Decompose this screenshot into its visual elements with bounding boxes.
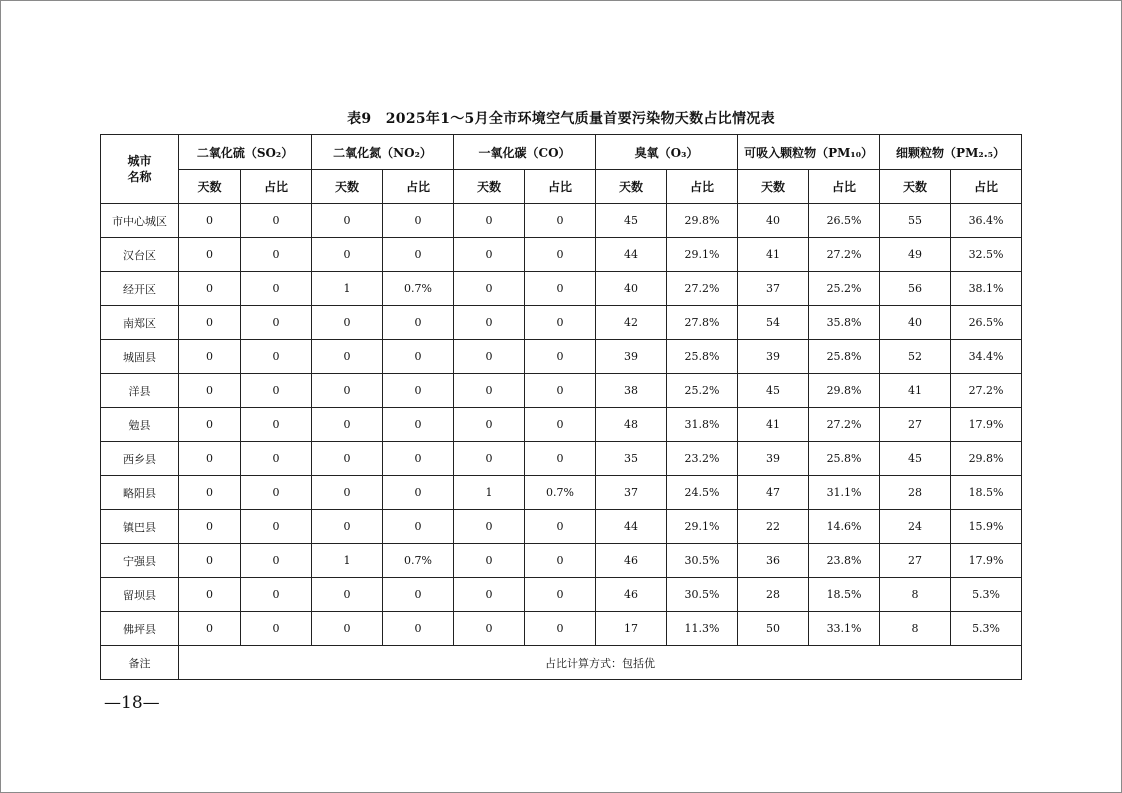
table-row: [101, 408, 1022, 442]
days-cell: 17: [596, 612, 667, 646]
days-cell: 0: [179, 612, 241, 646]
ratio-cell: 26.5%: [809, 204, 880, 238]
table-row: [101, 476, 1022, 510]
days-cell: 0: [454, 578, 525, 612]
ratio-cell: 0: [241, 578, 312, 612]
table-row: [101, 374, 1022, 408]
ratio-cell: 0.7%: [525, 476, 596, 510]
pollutant-header-co: 一氧化碳（CO）: [454, 135, 596, 170]
ratio-cell: 0: [241, 442, 312, 476]
days-cell: 0: [454, 612, 525, 646]
days-cell: 0: [454, 510, 525, 544]
table-row: [101, 442, 1022, 476]
ratio-cell: 29.1%: [667, 238, 738, 272]
ratio-cell: 0: [241, 272, 312, 306]
subheader-days: 天数: [596, 170, 667, 204]
ratio-cell: 0: [241, 544, 312, 578]
city-name-cell: 略阳县: [101, 476, 179, 510]
table-row: [101, 272, 1022, 306]
days-cell: 0: [454, 408, 525, 442]
ratio-cell: 27.8%: [667, 306, 738, 340]
ratio-cell: 0: [241, 238, 312, 272]
days-cell: 0: [312, 238, 383, 272]
ratio-cell: 17.9%: [951, 544, 1022, 578]
days-cell: 0: [454, 374, 525, 408]
pollutant-header-pm10: 可吸入颗粒物（PM₁₀）: [738, 135, 880, 170]
days-cell: 40: [596, 272, 667, 306]
ratio-cell: 31.1%: [809, 476, 880, 510]
ratio-cell: 0: [525, 612, 596, 646]
ratio-cell: 18.5%: [951, 476, 1022, 510]
days-cell: 22: [738, 510, 809, 544]
city-name-cell: 宁强县: [101, 544, 179, 578]
ratio-cell: 25.8%: [809, 442, 880, 476]
ratio-cell: 17.9%: [951, 408, 1022, 442]
subheader-ratio: 占比: [383, 170, 454, 204]
days-cell: 27: [880, 408, 951, 442]
ratio-cell: 0: [241, 476, 312, 510]
ratio-cell: 0: [383, 306, 454, 340]
days-cell: 0: [454, 340, 525, 374]
ratio-cell: 0: [383, 476, 454, 510]
city-name-cell: 镇巴县: [101, 510, 179, 544]
ratio-cell: 0.7%: [383, 544, 454, 578]
city-name-cell: 经开区: [101, 272, 179, 306]
city-name-header: [101, 135, 179, 204]
city-name-cell: 留坝县: [101, 578, 179, 612]
ratio-cell: 0: [241, 306, 312, 340]
days-cell: 35: [596, 442, 667, 476]
days-cell: 8: [880, 612, 951, 646]
days-cell: 0: [179, 578, 241, 612]
days-cell: 39: [738, 442, 809, 476]
days-cell: 0: [179, 204, 241, 238]
days-cell: 41: [738, 408, 809, 442]
ratio-cell: 0: [241, 408, 312, 442]
ratio-cell: 0: [383, 510, 454, 544]
ratio-cell: 0: [383, 204, 454, 238]
city-name-cell: 市中心城区: [101, 204, 179, 238]
days-cell: 0: [454, 272, 525, 306]
days-cell: 54: [738, 306, 809, 340]
days-cell: 0: [179, 238, 241, 272]
pollutant-header-so2: 二氧化硫（SO₂）: [179, 135, 312, 170]
days-cell: 48: [596, 408, 667, 442]
ratio-cell: 0: [525, 306, 596, 340]
days-cell: 41: [738, 238, 809, 272]
days-cell: 0: [179, 340, 241, 374]
days-cell: 8: [880, 578, 951, 612]
subheader-days: 天数: [454, 170, 525, 204]
days-cell: 47: [738, 476, 809, 510]
ratio-cell: 35.8%: [809, 306, 880, 340]
days-cell: 42: [596, 306, 667, 340]
ratio-cell: 0: [241, 340, 312, 374]
subheader-ratio: 占比: [667, 170, 738, 204]
days-cell: 1: [312, 544, 383, 578]
ratio-cell: 25.8%: [809, 340, 880, 374]
ratio-cell: 0.7%: [383, 272, 454, 306]
ratio-cell: 36.4%: [951, 204, 1022, 238]
ratio-cell: 25.8%: [667, 340, 738, 374]
city-name-cell: 佛坪县: [101, 612, 179, 646]
days-cell: 50: [738, 612, 809, 646]
days-cell: 0: [312, 374, 383, 408]
ratio-cell: 0: [525, 578, 596, 612]
subheader-ratio: 占比: [241, 170, 312, 204]
ratio-cell: 0: [383, 442, 454, 476]
ratio-cell: 31.8%: [667, 408, 738, 442]
subheader-days: 天数: [312, 170, 383, 204]
days-cell: 0: [454, 306, 525, 340]
days-cell: 40: [738, 204, 809, 238]
ratio-cell: 38.1%: [951, 272, 1022, 306]
ratio-cell: 18.5%: [809, 578, 880, 612]
days-cell: 0: [179, 442, 241, 476]
ratio-cell: 11.3%: [667, 612, 738, 646]
ratio-cell: 0: [241, 612, 312, 646]
city-header-line2: 名称: [127, 170, 152, 184]
ratio-cell: 0: [383, 578, 454, 612]
pollutant-days-table: [100, 134, 1022, 680]
table-title: 表9 2025年1～5月全市环境空气质量首要污染物天数占比情况表: [347, 111, 775, 127]
pollutant-header-pm25: 细颗粒物（PM₂.₅）: [880, 135, 1022, 170]
subheader-ratio: 占比: [951, 170, 1022, 204]
days-cell: 39: [738, 340, 809, 374]
days-cell: 28: [738, 578, 809, 612]
days-cell: 0: [454, 204, 525, 238]
ratio-cell: 27.2%: [809, 238, 880, 272]
pollutant-header-o3: 臭氧（O₃）: [596, 135, 738, 170]
table-row: [101, 238, 1022, 272]
note-label: 备注: [101, 646, 179, 680]
ratio-cell: 27.2%: [667, 272, 738, 306]
header-row-pollutants: [101, 135, 1022, 170]
days-cell: 0: [179, 544, 241, 578]
ratio-cell: 29.8%: [667, 204, 738, 238]
city-name-cell: 勉县: [101, 408, 179, 442]
header-row-subcolumns: [101, 170, 1022, 204]
days-cell: 0: [179, 476, 241, 510]
table-row: [101, 204, 1022, 238]
days-cell: 56: [880, 272, 951, 306]
ratio-cell: 0: [241, 510, 312, 544]
subheader-ratio: 占比: [525, 170, 596, 204]
table-row: [101, 544, 1022, 578]
days-cell: 28: [880, 476, 951, 510]
days-cell: 0: [312, 578, 383, 612]
ratio-cell: 0: [525, 408, 596, 442]
table-row: [101, 578, 1022, 612]
days-cell: 38: [596, 374, 667, 408]
ratio-cell: 15.9%: [951, 510, 1022, 544]
days-cell: 27: [880, 544, 951, 578]
days-cell: 0: [312, 306, 383, 340]
subheader-days: 天数: [880, 170, 951, 204]
days-cell: 45: [738, 374, 809, 408]
ratio-cell: 0: [241, 374, 312, 408]
ratio-cell: 0: [525, 442, 596, 476]
ratio-cell: 0: [383, 612, 454, 646]
ratio-cell: 26.5%: [951, 306, 1022, 340]
days-cell: 0: [312, 476, 383, 510]
ratio-cell: 14.6%: [809, 510, 880, 544]
ratio-cell: 27.2%: [809, 408, 880, 442]
days-cell: 55: [880, 204, 951, 238]
ratio-cell: 0: [525, 272, 596, 306]
ratio-cell: 25.2%: [667, 374, 738, 408]
city-name-cell: 洋县: [101, 374, 179, 408]
days-cell: 39: [596, 340, 667, 374]
ratio-cell: 0: [525, 340, 596, 374]
ratio-cell: 5.3%: [951, 612, 1022, 646]
days-cell: 0: [179, 306, 241, 340]
ratio-cell: 33.1%: [809, 612, 880, 646]
days-cell: 44: [596, 510, 667, 544]
ratio-cell: 0: [525, 510, 596, 544]
days-cell: 0: [179, 374, 241, 408]
city-name-cell: 南郑区: [101, 306, 179, 340]
ratio-cell: 5.3%: [951, 578, 1022, 612]
ratio-cell: 0: [383, 238, 454, 272]
subheader-ratio: 占比: [809, 170, 880, 204]
ratio-cell: 0: [241, 204, 312, 238]
ratio-cell: 29.1%: [667, 510, 738, 544]
note-text: 占比计算方式：包括优: [179, 646, 1022, 680]
ratio-cell: 29.8%: [809, 374, 880, 408]
ratio-cell: 30.5%: [667, 578, 738, 612]
ratio-cell: 23.2%: [667, 442, 738, 476]
page-number: —18—: [104, 693, 160, 713]
days-cell: 45: [596, 204, 667, 238]
ratio-cell: 29.8%: [951, 442, 1022, 476]
days-cell: 46: [596, 578, 667, 612]
table-row: [101, 340, 1022, 374]
days-cell: 44: [596, 238, 667, 272]
ratio-cell: 0: [525, 238, 596, 272]
ratio-cell: 32.5%: [951, 238, 1022, 272]
ratio-cell: 27.2%: [951, 374, 1022, 408]
city-header-line1: 城市: [127, 154, 152, 168]
days-cell: 0: [454, 544, 525, 578]
days-cell: 40: [880, 306, 951, 340]
note-row: [101, 646, 1022, 680]
ratio-cell: 0: [383, 340, 454, 374]
ratio-cell: 0: [525, 374, 596, 408]
subheader-days: 天数: [179, 170, 241, 204]
subheader-days: 天数: [738, 170, 809, 204]
days-cell: 0: [179, 272, 241, 306]
days-cell: 37: [738, 272, 809, 306]
ratio-cell: 23.8%: [809, 544, 880, 578]
city-name-cell: 汉台区: [101, 238, 179, 272]
days-cell: 49: [880, 238, 951, 272]
city-name-cell: 城固县: [101, 340, 179, 374]
days-cell: 46: [596, 544, 667, 578]
days-cell: 0: [312, 204, 383, 238]
days-cell: 0: [454, 238, 525, 272]
days-cell: 41: [880, 374, 951, 408]
table-row: [101, 510, 1022, 544]
days-cell: 0: [179, 408, 241, 442]
days-cell: 24: [880, 510, 951, 544]
table-row: [101, 306, 1022, 340]
city-name-cell: 西乡县: [101, 442, 179, 476]
ratio-cell: 0: [383, 408, 454, 442]
days-cell: 1: [454, 476, 525, 510]
ratio-cell: 34.4%: [951, 340, 1022, 374]
ratio-cell: 0: [383, 374, 454, 408]
days-cell: 0: [312, 408, 383, 442]
days-cell: 0: [179, 510, 241, 544]
ratio-cell: 25.2%: [809, 272, 880, 306]
days-cell: 0: [454, 442, 525, 476]
pollutant-header-no2: 二氧化氮（NO₂）: [312, 135, 454, 170]
ratio-cell: 0: [525, 204, 596, 238]
days-cell: 0: [312, 442, 383, 476]
days-cell: 52: [880, 340, 951, 374]
table-row: [101, 612, 1022, 646]
table-body: [101, 204, 1022, 646]
days-cell: 36: [738, 544, 809, 578]
days-cell: 0: [312, 612, 383, 646]
days-cell: 0: [312, 510, 383, 544]
days-cell: 45: [880, 442, 951, 476]
ratio-cell: 24.5%: [667, 476, 738, 510]
ratio-cell: 30.5%: [667, 544, 738, 578]
days-cell: 37: [596, 476, 667, 510]
ratio-cell: 0: [525, 544, 596, 578]
days-cell: 1: [312, 272, 383, 306]
days-cell: 0: [312, 340, 383, 374]
